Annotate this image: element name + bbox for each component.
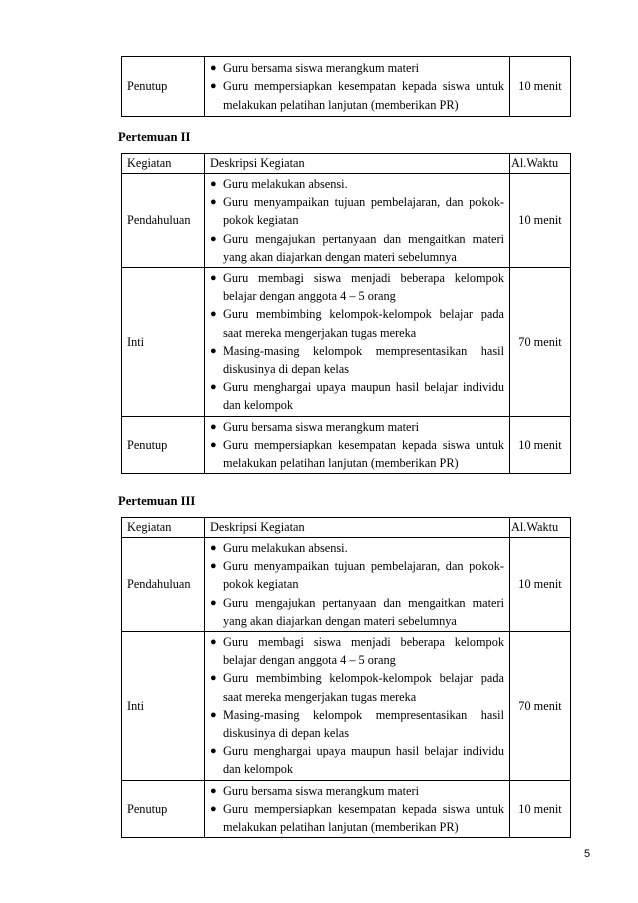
- list-item-text: Guru menghargai upaya maupun hasil belajar individu dan kelompok: [223, 380, 504, 413]
- bullet-icon: ●: [210, 745, 217, 758]
- bullet-icon: ●: [210, 784, 217, 797]
- list-item-text: Guru mempersiapkan kesempatan kepada siswa untuk melakukan pelatihan lanjutan (memberikan PR): [223, 79, 504, 112]
- list-item: [209, 800, 504, 836]
- list-item: [209, 269, 504, 305]
- section-heading: Pertemuan II: [118, 130, 191, 144]
- description-cell: [205, 416, 510, 474]
- time-cell: 10 menit: [510, 57, 571, 117]
- bullet-icon: ●: [210, 308, 217, 321]
- activity-table-continued: [121, 56, 571, 117]
- list-item: [209, 706, 504, 742]
- bullet-icon: ●: [210, 708, 217, 721]
- bullet-icon: ●: [210, 196, 217, 209]
- list-item: [209, 782, 504, 800]
- phase-cell: Pendahuluan: [122, 538, 205, 632]
- activity-list: [209, 59, 504, 114]
- bullet-icon: ●: [210, 80, 217, 93]
- page-number: 5: [584, 848, 591, 860]
- bullet-icon: ●: [210, 232, 217, 245]
- description-cell: [205, 538, 510, 632]
- table-row: [122, 632, 571, 781]
- list-item: [209, 342, 504, 378]
- list-item-text: Masing-masing kelompok mempresentasikan hasil diskusinya di depan kelas: [223, 343, 504, 377]
- bullet-icon: ●: [210, 381, 217, 394]
- list-item: [209, 742, 504, 778]
- time-cell: 10 menit: [510, 174, 571, 268]
- phase-cell: Inti: [122, 268, 205, 417]
- list-item: [209, 77, 504, 113]
- table-row: [122, 268, 571, 417]
- list-item-text: Guru menyampaikan tujuan pembelajaran, dan pokok-pokok kegiatan: [223, 559, 504, 592]
- column-header: Kegiatan: [122, 518, 205, 538]
- list-item: [209, 378, 504, 414]
- list-item: [209, 436, 504, 472]
- list-item-text: Guru mempersiapkan kesempatan kepada siswa untuk melakukan pelatihan lanjutan (memberikan PR): [223, 437, 504, 471]
- bullet-icon: ●: [210, 344, 217, 357]
- activity-table: [121, 153, 571, 474]
- list-item: [209, 59, 504, 77]
- activity-list: [209, 633, 504, 779]
- description-cell: [205, 780, 510, 838]
- list-item-text: Guru melakukan absensi.: [223, 177, 348, 191]
- bullet-icon: ●: [210, 596, 217, 609]
- table-row: [122, 174, 571, 268]
- list-item-text: Guru mengajukan pertanyaan dan mengaitkan materi yang akan diajarkan dengan materi sebelumnya: [223, 231, 504, 264]
- list-item-text: Guru membimbing kelompok-kelompok belajar pada saat mereka mengerjakan tugas mereka: [223, 307, 504, 340]
- activity-list: [209, 539, 504, 630]
- list-item: [209, 539, 504, 557]
- bullet-icon: ●: [210, 672, 217, 685]
- list-item: [209, 418, 504, 436]
- bullet-icon: ●: [210, 438, 217, 451]
- description-cell: [205, 268, 510, 417]
- description-cell: [205, 174, 510, 268]
- activity-list: [209, 269, 504, 415]
- activity-list: [209, 782, 504, 837]
- activity-table: [121, 517, 571, 838]
- table-row: [122, 780, 571, 838]
- list-item-text: Guru melakukan absensi.: [223, 541, 348, 555]
- section-heading: Pertemuan III: [118, 494, 196, 508]
- bullet-icon: ●: [210, 62, 217, 75]
- phase-cell: Penutup: [122, 57, 205, 117]
- column-header: Kegiatan: [122, 154, 205, 174]
- description-cell: [205, 632, 510, 781]
- list-item-text: Guru membagi siswa menjadi beberapa kelompok belajar dengan anggota 4 – 5 orang: [223, 635, 504, 668]
- column-header: Al.Waktu: [510, 154, 571, 174]
- list-item-text: Guru menyampaikan tujuan pembelajaran, dan pokok-pokok kegiatan: [223, 195, 504, 228]
- list-item-text: Guru bersama siswa merangkum materi: [223, 783, 420, 798]
- bullet-icon: ●: [210, 560, 217, 573]
- phase-cell: Inti: [122, 632, 205, 781]
- phase-cell: Penutup: [122, 780, 205, 838]
- activity-list: [209, 418, 504, 473]
- list-item: [209, 594, 504, 630]
- list-item: [209, 230, 504, 266]
- list-item-text: Guru menghargai upaya maupun hasil belajar individu dan kelompok: [223, 744, 504, 777]
- list-item: [209, 175, 504, 193]
- list-item: [209, 305, 504, 341]
- table-header-row: [122, 154, 571, 174]
- time-cell: 10 menit: [510, 538, 571, 632]
- list-item-text: Guru membimbing kelompok-kelompok belajar pada saat mereka mengerjakan tugas mereka: [223, 671, 504, 704]
- list-item: [209, 633, 504, 669]
- list-item-text: Guru bersama siswa merangkum materi: [223, 419, 420, 434]
- list-item-text: Guru mempersiapkan kesempatan kepada siswa untuk melakukan pelatihan lanjutan (memberikan PR): [223, 801, 504, 835]
- table-header-row: [122, 518, 571, 538]
- list-item: [209, 557, 504, 593]
- bullet-icon: ●: [210, 542, 217, 554]
- activity-list: [209, 175, 504, 266]
- time-cell: 10 menit: [510, 416, 571, 474]
- bullet-icon: ●: [210, 802, 217, 815]
- description-cell: [205, 57, 510, 117]
- bullet-icon: ●: [210, 272, 217, 285]
- column-header: Deskripsi Kegiatan: [205, 518, 510, 538]
- time-cell: 70 menit: [510, 632, 571, 781]
- list-item-text: Guru bersama siswa merangkum materi: [223, 61, 420, 76]
- list-item: [209, 193, 504, 229]
- phase-cell: Pendahuluan: [122, 174, 205, 268]
- bullet-icon: ●: [210, 420, 217, 433]
- list-item-text: Masing-masing kelompok mempresentasikan hasil diskusinya di depan kelas: [223, 707, 504, 741]
- phase-cell: Penutup: [122, 416, 205, 474]
- table-row: [122, 538, 571, 632]
- list-item-text: Guru membagi siswa menjadi beberapa kelompok belajar dengan anggota 4 – 5 orang: [223, 271, 504, 304]
- column-header: Deskripsi Kegiatan: [205, 154, 510, 174]
- time-cell: 70 menit: [510, 268, 571, 417]
- table-row: [122, 57, 571, 117]
- list-item: [209, 669, 504, 705]
- list-item-text: Guru mengajukan pertanyaan dan mengaitkan materi yang akan diajarkan dengan materi sebelumnya: [223, 595, 504, 628]
- column-header: Al.Waktu: [510, 518, 571, 538]
- table-row: [122, 416, 571, 474]
- bullet-icon: ●: [210, 636, 217, 649]
- time-cell: 10 menit: [510, 780, 571, 838]
- bullet-icon: ●: [210, 178, 217, 190]
